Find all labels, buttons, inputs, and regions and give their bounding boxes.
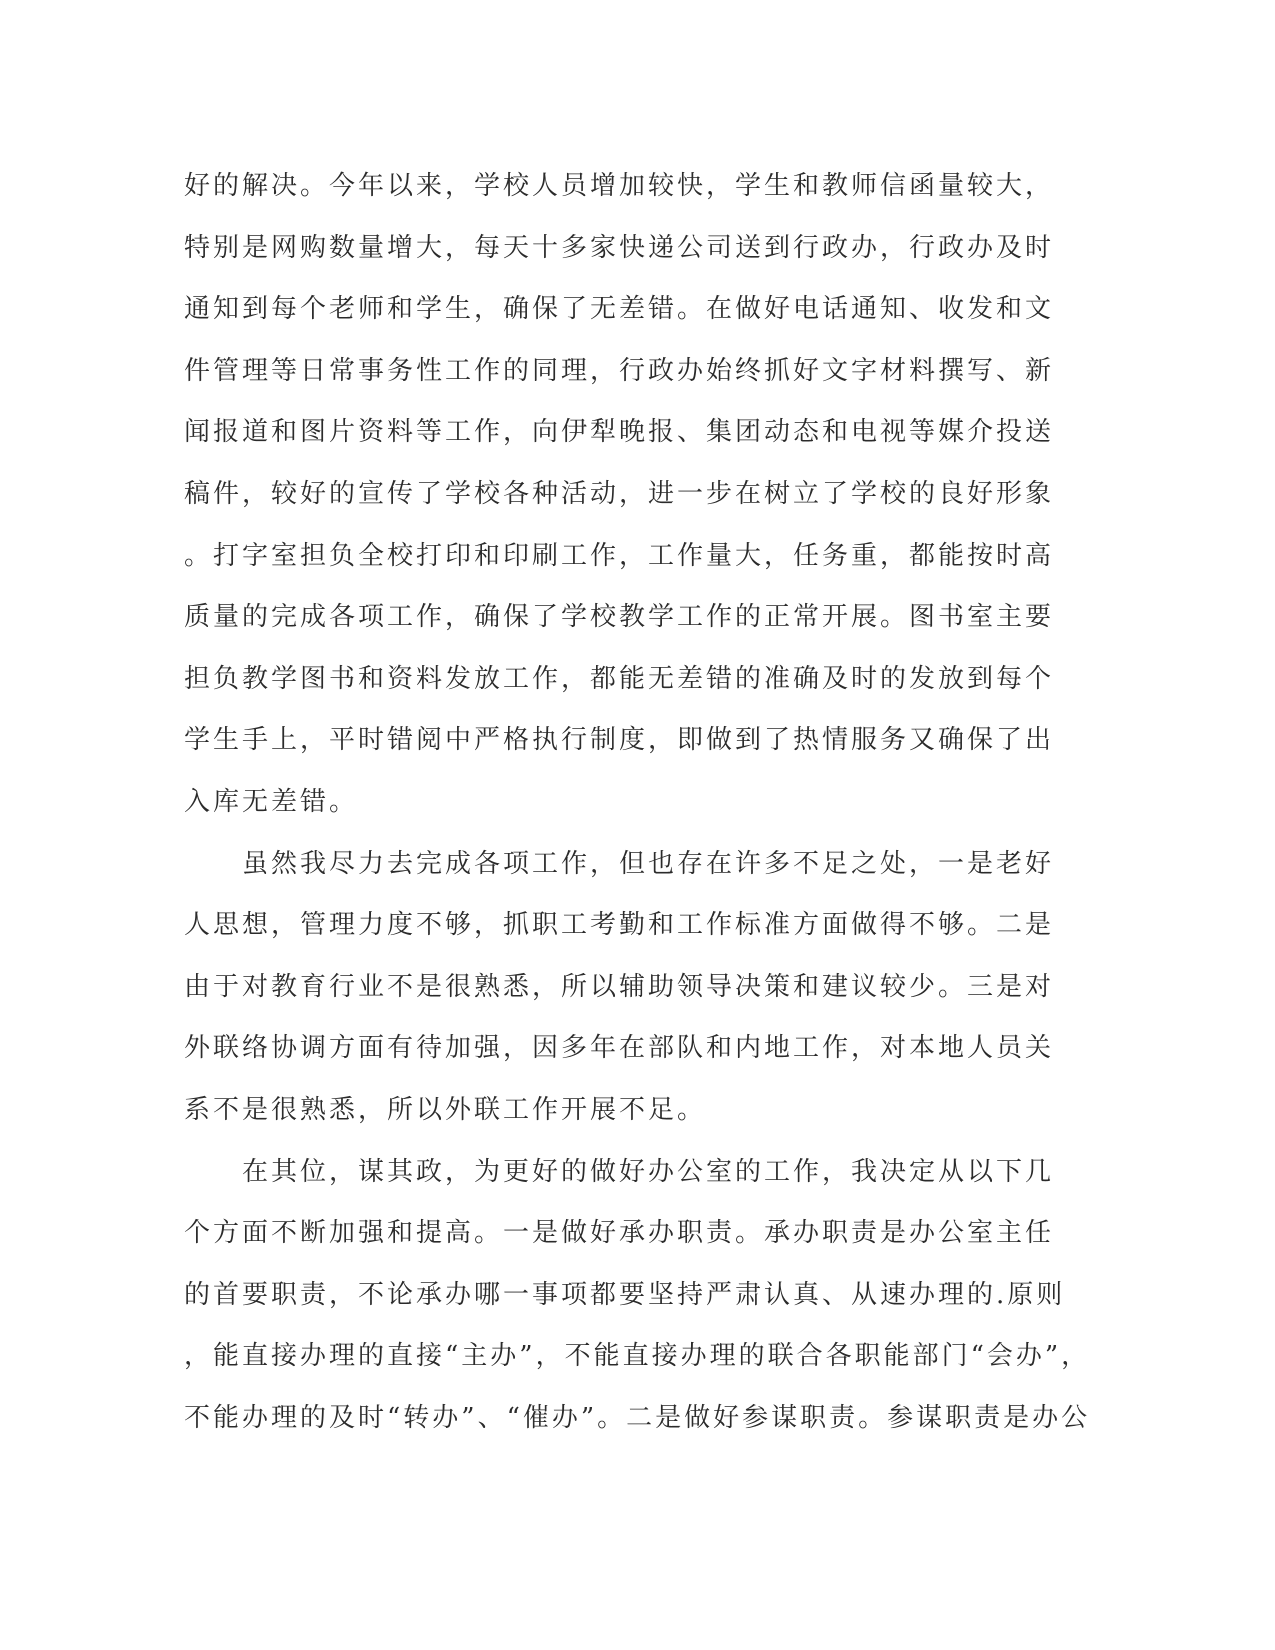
text-line: 的首要职责，不论承办哪一事项都要坚持严肃认真、从速办理的.原则	[184, 1279, 1066, 1310]
text-line: ，能直接办理的直接“主办”，不能直接办理的联合各职能部门“会办”，	[184, 1341, 1091, 1372]
text-line: 件管理等日常事务性工作的同理，行政办始终抓好文字材料撰写、新	[184, 355, 1055, 386]
text-line: 由于对教育行业不是很熟悉，所以辅助领导决策和建议较少。三是对	[184, 971, 1055, 1002]
text-line: 虽然我尽力去完成各项工作，但也存在许多不足之处，一是老好	[184, 848, 1055, 879]
text-line: 外联络协调方面有待加强，因多年在部队和内地工作，对本地人员关	[184, 1033, 1055, 1064]
text-line: 通知到每个老师和学生，确保了无差错。在做好电话通知、收发和文	[184, 294, 1055, 325]
text-line: 系不是很熟悉，所以外联工作开展不足。	[184, 1094, 707, 1125]
text-line: 好的解决。今年以来，学校人员增加较快，学生和教师信函量较大，	[184, 171, 1055, 201]
document-body	[184, 156, 1091, 1449]
text-line: 闻报道和图片资料等工作，向伊犁晚报、集团动态和电视等媒介投送	[184, 417, 1055, 448]
text-line: 质量的完成各项工作，确保了学校教学工作的正常开展。图书室主要	[184, 602, 1055, 633]
text-line: 担负教学图书和资料发放工作，都能无差错的准确及时的发放到每个	[184, 663, 1055, 694]
paragraph-1	[184, 156, 1084, 834]
text-line: 。打字室担负全校打印和印刷工作，工作量大，任务重，都能按时高	[184, 540, 1055, 571]
text-line: 在其位，谋其政，为更好的做好办公室的工作，我决定从以下几	[184, 1156, 1055, 1187]
paragraph-3	[184, 1142, 1091, 1450]
paragraph-2	[184, 834, 1084, 1142]
text-line: 个方面不断加强和提高。一是做好承办职责。承办职责是办公室主任	[184, 1218, 1055, 1249]
text-line: 入库无差错。	[184, 786, 359, 817]
text-line: 人思想，管理力度不够，抓职工考勤和工作标准方面做得不够。二是	[184, 910, 1055, 941]
text-line: 学生手上，平时错阅中严格执行制度，即做到了热情服务又确保了出	[184, 725, 1055, 756]
text-line: 不能办理的及时“转办”、“催办”。二是做好参谋职责。参谋职责是办公	[184, 1402, 1091, 1433]
text-line: 稿件，较好的宣传了学校各种活动，进一步在树立了学校的良好形象	[184, 478, 1055, 509]
text-line: 特别是网购数量增大，每天十多家快递公司送到行政办，行政办及时	[184, 232, 1055, 263]
